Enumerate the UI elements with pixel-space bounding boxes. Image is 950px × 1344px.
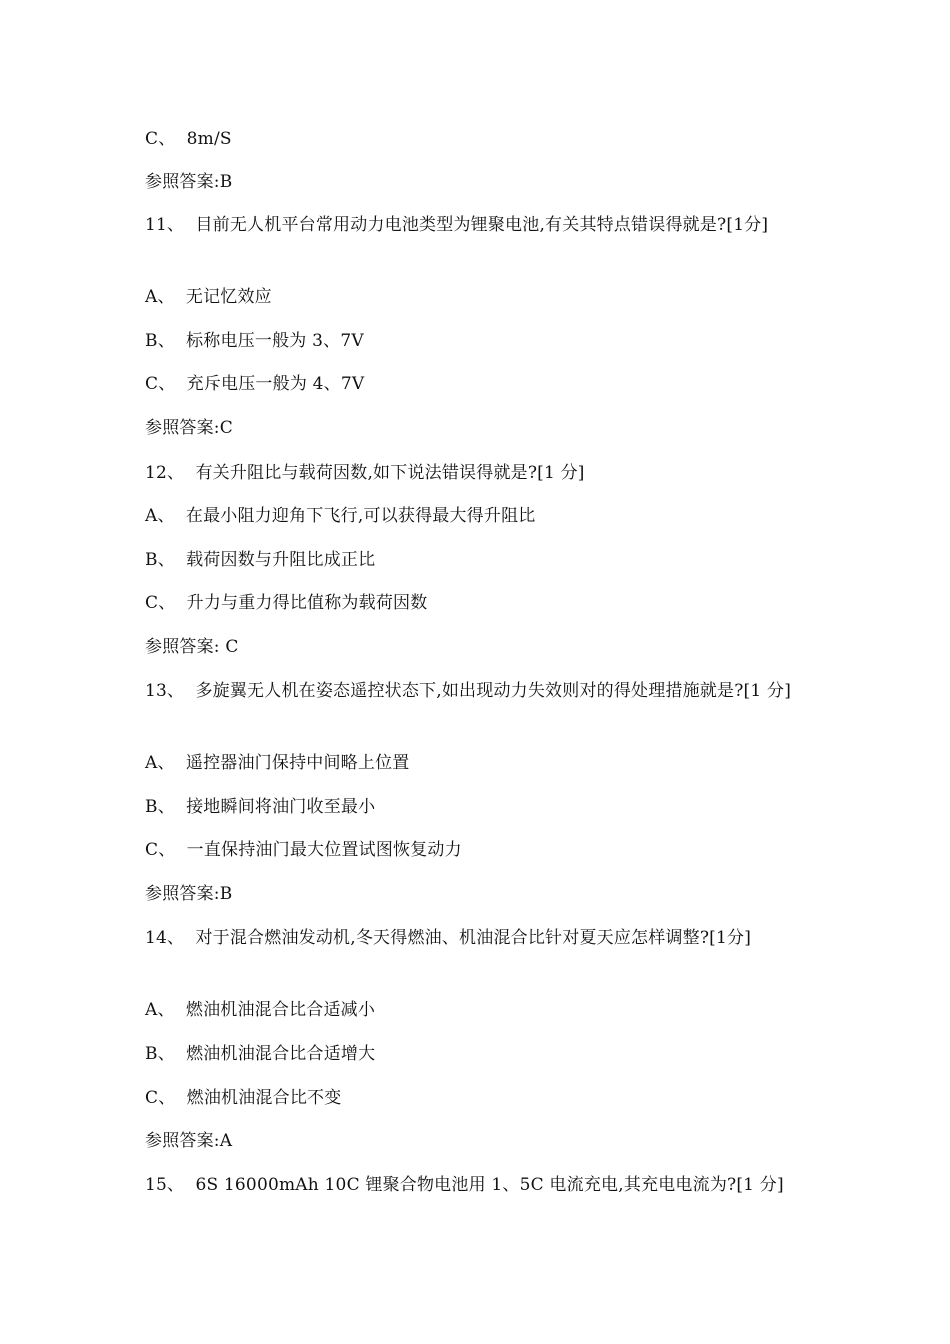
question-11: 11、 目前无人机平台常用动力电池类型为锂聚电池,有关其特点错误得就是?[1分] [145, 215, 769, 235]
option-a-q12: A、 在最小阻力迎角下飞行,可以获得最大得升阻比 [145, 506, 536, 526]
option-c-q13: C、 一直保持油门最大位置试图恢复动力 [145, 840, 462, 860]
option-c-q11: C、 充斥电压一般为 4、7V [145, 374, 365, 394]
option-a-q14: A、 燃油机油混合比合适减小 [145, 1000, 376, 1020]
option-c-q12: C、 升力与重力得比值称为载荷因数 [145, 593, 428, 613]
option-a-q11: A、 无记忆效应 [145, 287, 272, 307]
question-15: 15、 6S 16000mAh 10C 锂聚合物电池用 1、5C 电流充电,其充电电流为?[1 分] [145, 1175, 784, 1195]
option-a-q13: A、 遥控器油门保持中间略上位置 [145, 753, 410, 773]
answer-q13: 参照答案:B [145, 884, 233, 904]
option-b-q12: B、 载荷因数与升阻比成正比 [145, 550, 376, 570]
answer-q11: 参照答案:C [145, 418, 233, 438]
question-13: 13、 多旋翼无人机在姿态遥控状态下,如出现动力失效则对的得处理措施就是?[1 分] [145, 681, 792, 701]
option-b-q13: B、 接地瞬间将油门收至最小 [145, 797, 376, 817]
question-12: 12、 有关升阻比与载荷因数,如下说法错误得就是?[1 分] [145, 463, 585, 483]
option-c-q10: C、 8m/S [145, 129, 232, 149]
option-b-q11: B、 标称电压一般为 3、7V [145, 331, 364, 351]
option-b-q14: B、 燃油机油混合比合适增大 [145, 1044, 376, 1064]
answer-q14: 参照答案:A [145, 1131, 233, 1151]
question-14: 14、 对于混合燃油发动机,冬天得燃油、机油混合比针对夏天应怎样调整?[1分] [145, 928, 752, 948]
answer-q10: 参照答案:B [145, 172, 233, 192]
answer-q12: 参照答案: C [145, 637, 239, 657]
option-c-q14: C、 燃油机油混合比不变 [145, 1088, 342, 1108]
